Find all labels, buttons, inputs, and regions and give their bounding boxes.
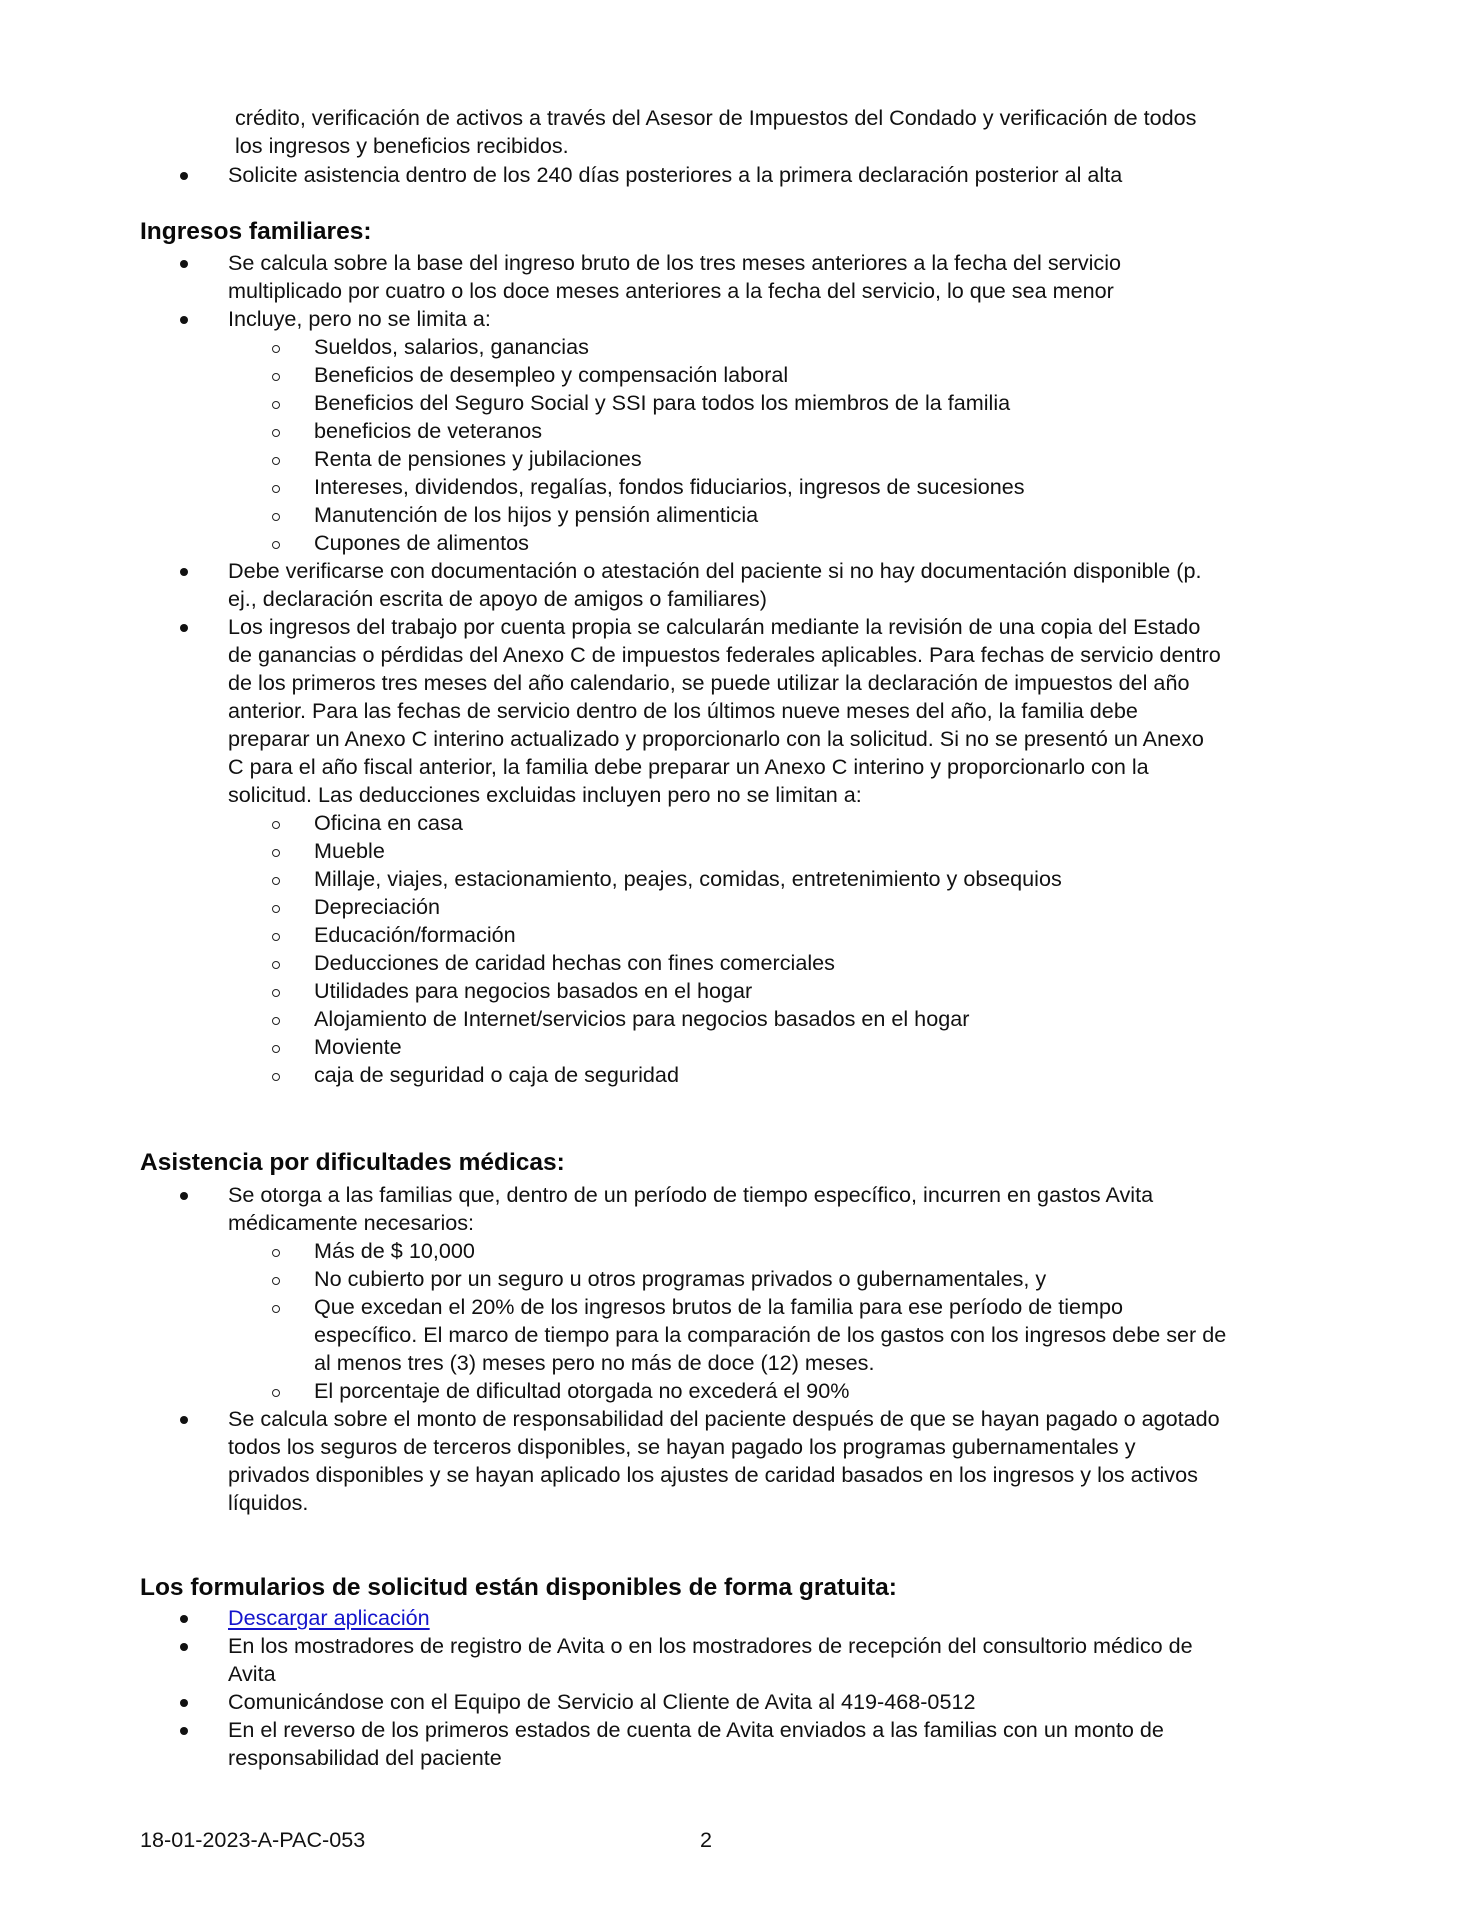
sub-list-item-line: beneficios de veteranos	[314, 418, 543, 443]
section-heading: Los formularios de solicitud están disponibles de forma gratuita:	[140, 1574, 897, 1601]
bullet-circle-icon	[266, 362, 286, 390]
list-item-line: médicamente necesarios:	[228, 1210, 475, 1235]
sub-list-item-line: Depreciación	[314, 894, 441, 919]
sub-list-item-line: El porcentaje de dificultad otorgada no excederá el 90%	[314, 1378, 850, 1403]
bullet-disc-icon	[174, 1182, 194, 1210]
bullet-circle-icon	[266, 894, 286, 922]
bullet-circle-icon	[266, 1034, 286, 1062]
sub-list-item-line: Utilidades para negocios basados en el hogar	[314, 978, 753, 1003]
bullet-disc-icon	[174, 1605, 194, 1633]
bullet-circle-icon	[266, 1006, 286, 1034]
bullet-circle-icon	[266, 838, 286, 866]
bullet-circle-icon	[266, 390, 286, 418]
list-item-line: anterior. Para las fechas de servicio dentro de los últimos nueve meses del año, la familia debe	[228, 698, 1138, 723]
bullet-circle-icon	[266, 1378, 286, 1406]
sub-list-item-line: Alojamiento de Internet/servicios para negocios basados en el hogar	[314, 1006, 970, 1031]
bullet-disc-icon	[174, 1689, 194, 1717]
bullet-circle-icon	[266, 474, 286, 502]
download-application-link-text[interactable]: Descargar aplicación	[228, 1605, 430, 1630]
bullet-circle-icon	[266, 1266, 286, 1294]
section-heading: Asistencia por dificultades médicas:	[140, 1149, 565, 1176]
sub-list-item-line: Deducciones de caridad hechas con fines comerciales	[314, 950, 835, 975]
sub-list-item-line: Renta de pensiones y jubilaciones	[314, 446, 642, 471]
paragraph-line: los ingresos y beneficios recibidos.	[235, 133, 569, 158]
list-item-line: C para el año fiscal anterior, la familia debe preparar un Anexo C interino y proporcionarlo con la	[228, 754, 1149, 779]
list-item-line: Debe verificarse con documentación o atestación del paciente si no hay documentación disponible (p.	[228, 558, 1202, 583]
list-item-line: de los primeros tres meses del año calendario, se puede utilizar la declaración de impuestos del año	[228, 670, 1190, 695]
sub-list-item-line: Educación/formación	[314, 922, 516, 947]
sub-list-item-line: Beneficios de desempleo y compensación laboral	[314, 362, 789, 387]
sub-list-item-line: Que excedan el 20% de los ingresos brutos de la familia para ese período de tiempo	[314, 1294, 1124, 1319]
bullet-circle-icon	[266, 1062, 286, 1090]
footer-document-id: 18-01-2023-A-PAC-053	[140, 1827, 366, 1852]
paragraph-line: crédito, verificación de activos a través del Asesor de Impuestos del Condado y verificación de todos	[235, 105, 1197, 130]
bullet-disc-icon	[174, 1717, 194, 1745]
bullet-disc-icon	[174, 614, 194, 642]
sub-list-item-line: Intereses, dividendos, regalías, fondos fiduciarios, ingresos de sucesiones	[314, 474, 1025, 499]
list-item-line: ej., declaración escrita de apoyo de amigos o familiares)	[228, 586, 767, 611]
bullet-circle-icon	[266, 446, 286, 474]
sub-list-item-line: al menos tres (3) meses pero no más de doce (12) meses.	[314, 1350, 875, 1375]
sub-list-item-line: Oficina en casa	[314, 810, 463, 835]
list-item-line: Comunicándose con el Equipo de Servicio al Cliente de Avita al 419-468-0512	[228, 1689, 976, 1714]
bullet-disc-icon	[174, 558, 194, 586]
sub-list-item-line: Moviente	[314, 1034, 402, 1059]
sub-list-item-line: Manutención de los hijos y pensión alimenticia	[314, 502, 759, 527]
bullet-circle-icon	[266, 1238, 286, 1266]
bullet-disc-icon	[174, 250, 194, 278]
list-item-line: Se calcula sobre la base del ingreso bruto de los tres meses anteriores a la fecha del servicio	[228, 250, 1122, 275]
sub-list-item-line: Mueble	[314, 838, 385, 863]
list-item-line: de ganancias o pérdidas del Anexo C de impuestos federales aplicables. Para fechas de servicio dentro	[228, 642, 1221, 667]
sub-list-item-line: Cupones de alimentos	[314, 530, 529, 555]
list-item-line: Se calcula sobre el monto de responsabilidad del paciente después de que se hayan pagado o agotado	[228, 1406, 1220, 1431]
list-item-line: multiplicado por cuatro o los doce meses anteriores a la fecha del servicio, lo que sea menor	[228, 278, 1114, 303]
section-heading: Ingresos familiares:	[140, 218, 372, 245]
sub-list-item-line: Beneficios del Seguro Social y SSI para todos los miembros de la familia	[314, 390, 1011, 415]
bullet-circle-icon	[266, 502, 286, 530]
bullet-circle-icon	[266, 922, 286, 950]
download-application-link[interactable]	[228, 1604, 430, 1632]
sub-list-item-line: Sueldos, salarios, ganancias	[314, 334, 589, 359]
footer-page-number: 2	[700, 1827, 713, 1852]
list-item-line: preparar un Anexo C interino actualizado y proporcionarlo con la solicitud. Si no se presentó un Anexo	[228, 726, 1204, 751]
list-item-line: Avita	[228, 1661, 276, 1686]
sub-list-item-line: Millaje, viajes, estacionamiento, peajes, comidas, entretenimiento y obsequios	[314, 866, 1062, 891]
bullet-circle-icon	[266, 950, 286, 978]
list-item-line: solicitud. Las deducciones excluidas incluyen pero no se limitan a:	[228, 782, 862, 807]
list-item-line: En el reverso de los primeros estados de cuenta de Avita enviados a las familias con un monto de	[228, 1717, 1164, 1742]
bullet-disc-icon	[174, 162, 194, 190]
list-item-line: Se otorga a las familias que, dentro de un período de tiempo específico, incurren en gastos Avita	[228, 1182, 1154, 1207]
list-item-line: todos los seguros de terceros disponibles, se hayan pagado los programas gubernamentales y	[228, 1434, 1136, 1459]
bullet-circle-icon	[266, 334, 286, 362]
bullet-circle-icon	[266, 530, 286, 558]
bullet-circle-icon	[266, 418, 286, 446]
sub-list-item-line: Más de $ 10,000	[314, 1238, 475, 1263]
sub-list-item-line: No cubierto por un seguro u otros programas privados o gubernamentales, y	[314, 1266, 1047, 1291]
list-item-line: Los ingresos del trabajo por cuenta propia se calcularán mediante la revisión de una copia del Estado	[228, 614, 1201, 639]
list-item-line: privados disponibles y se hayan aplicado los ajustes de caridad basados en los ingresos y los activos	[228, 1462, 1198, 1487]
sub-list-item-line: específico. El marco de tiempo para la comparación de los gastos con los ingresos debe ser de	[314, 1322, 1227, 1347]
list-item-line: Solicite asistencia dentro de los 240 días posteriores a la primera declaración posterior al alta	[228, 162, 1123, 187]
sub-list-item-line: caja de seguridad o caja de seguridad	[314, 1062, 679, 1087]
bullet-circle-icon	[266, 866, 286, 894]
bullet-disc-icon	[174, 1633, 194, 1661]
bullet-circle-icon	[266, 978, 286, 1006]
list-item-line: líquidos.	[228, 1490, 309, 1515]
list-item-line: responsabilidad del paciente	[228, 1745, 502, 1770]
list-item-line: Incluye, pero no se limita a:	[228, 306, 491, 331]
bullet-disc-icon	[174, 1406, 194, 1434]
bullet-disc-icon	[174, 306, 194, 334]
list-item-line: En los mostradores de registro de Avita o en los mostradores de recepción del consultorio médico de	[228, 1633, 1193, 1658]
bullet-circle-icon	[266, 810, 286, 838]
bullet-circle-icon	[266, 1294, 286, 1322]
